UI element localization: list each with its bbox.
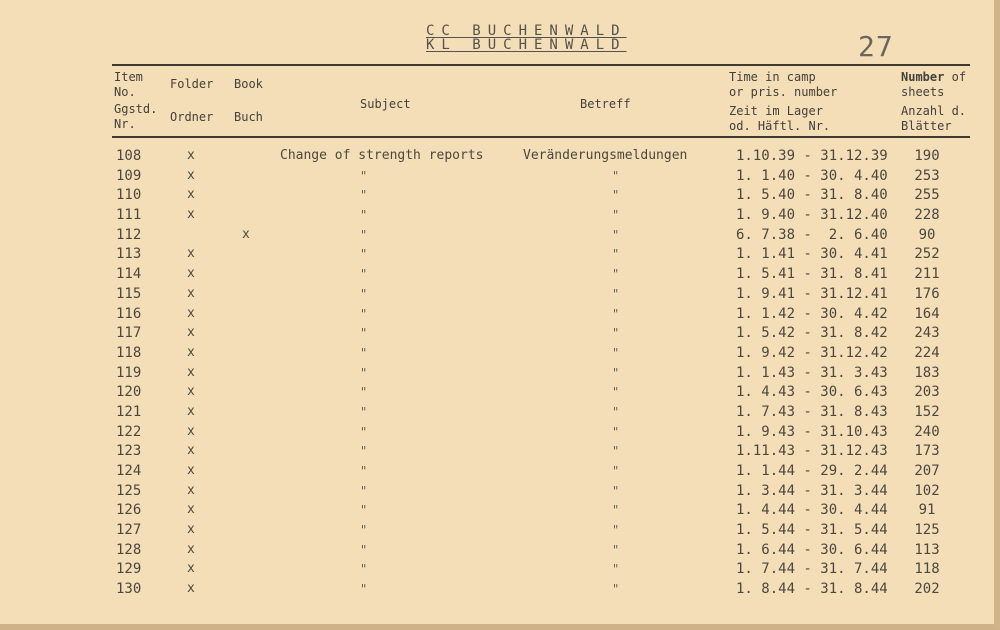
sheet-count: 113	[914, 541, 940, 558]
item-number: 124	[116, 463, 142, 479]
item-number: 126	[116, 502, 142, 519]
item-number: 114	[116, 266, 142, 283]
table-row	[0, 579, 994, 599]
subject-cell: "	[360, 424, 368, 439]
time-range: 1. 5.42 - 31. 8.42	[736, 325, 888, 342]
subject-cell: Change of strength reports	[280, 148, 484, 163]
sheet-count: 125	[914, 522, 940, 539]
folder-mark: x	[187, 443, 195, 459]
camp-title	[426, 24, 627, 52]
header-sheets-en-bold: Number	[901, 70, 945, 84]
folder-mark: x	[187, 325, 195, 341]
header-folder-en: Folder	[170, 77, 214, 91]
item-number: 117	[116, 325, 142, 342]
subject-cell: "	[360, 542, 368, 557]
sheet-count: 102	[914, 482, 940, 499]
header-sheets-en	[901, 70, 966, 85]
header-subject: Subject	[360, 97, 411, 111]
subject-cell: "	[360, 503, 368, 518]
table-row	[0, 264, 994, 284]
item-number: 128	[116, 541, 142, 558]
betreff-cell: "	[612, 503, 620, 518]
table-row	[0, 363, 994, 383]
sheet-count: 183	[914, 364, 940, 381]
betreff-cell: "	[612, 168, 620, 183]
subject-cell: "	[360, 523, 368, 538]
item-number: 127	[116, 522, 142, 539]
table-row	[0, 402, 994, 422]
folder-mark: x	[187, 581, 195, 597]
table-row	[0, 422, 994, 442]
folder-mark: x	[187, 167, 195, 183]
item-number: 121	[116, 403, 142, 420]
subject-cell: "	[360, 444, 368, 459]
time-range: 1. 9.43 - 31.10.43	[736, 423, 888, 440]
folder-mark: x	[187, 207, 195, 223]
header-folder-de: Ordner	[170, 110, 214, 124]
sheet-count: 243	[914, 325, 940, 342]
folder-mark: x	[187, 364, 195, 380]
header-item-en: Item No.	[114, 70, 143, 99]
sheet-count: 173	[914, 443, 940, 460]
sheet-count: 207	[914, 463, 940, 479]
time-range: 1.11.43 - 31.12.43	[736, 443, 888, 460]
folder-mark: x	[187, 561, 195, 577]
page-number: 27	[858, 30, 894, 63]
subject-cell: "	[360, 385, 368, 400]
subject-cell: "	[360, 562, 368, 577]
time-range: 1. 1.40 - 30. 4.40	[736, 167, 888, 184]
sheet-count: 211	[914, 266, 940, 283]
item-number: 108	[116, 148, 142, 164]
betreff-cell: "	[612, 365, 620, 380]
header-item-de: Ggstd. Nr.	[114, 102, 158, 131]
table-row	[0, 500, 994, 520]
folder-mark: x	[187, 187, 195, 203]
header-betreff: Betreff	[580, 97, 631, 111]
header-book-de: Buch	[234, 110, 263, 124]
table-row	[0, 304, 994, 324]
betreff-cell: "	[612, 542, 620, 557]
subject-cell: "	[360, 464, 368, 478]
sheet-count: 240	[914, 423, 940, 440]
time-range: 1. 9.42 - 31.12.42	[736, 344, 888, 361]
time-range: 1. 1.44 - 29. 2.44	[736, 463, 888, 479]
table-row	[0, 185, 994, 205]
item-number: 119	[116, 364, 142, 381]
item-number: 123	[116, 443, 142, 460]
header-book-en: Book	[234, 77, 263, 91]
table-row	[0, 323, 994, 343]
sheet-count: 202	[914, 581, 940, 598]
sheet-count: 253	[914, 167, 940, 184]
folder-mark: x	[187, 266, 195, 282]
betreff-cell: "	[612, 385, 620, 400]
table-row	[0, 146, 994, 166]
table-row	[0, 382, 994, 402]
time-range: 1. 8.44 - 31. 8.44	[736, 581, 888, 598]
item-number: 129	[116, 561, 142, 578]
folder-mark: x	[187, 246, 195, 262]
folder-mark: x	[187, 285, 195, 301]
betreff-cell: "	[612, 404, 620, 419]
sheet-count: 152	[914, 403, 940, 420]
time-range: 1. 9.41 - 31.12.41	[736, 285, 888, 302]
betreff-cell: "	[612, 326, 620, 341]
time-range: 6. 7.38 - 2. 6.40	[736, 226, 888, 243]
table-row	[0, 166, 994, 186]
sheet-count: 91	[918, 502, 936, 519]
header-time-en: Time in camp or pris. number	[729, 70, 838, 99]
sheet-count: 252	[914, 246, 940, 263]
time-range: 1. 5.41 - 31. 8.41	[736, 266, 888, 283]
betreff-cell: "	[612, 306, 620, 321]
folder-mark: x	[187, 344, 195, 360]
table-row	[0, 205, 994, 225]
folder-mark: x	[187, 482, 195, 498]
time-range: 1. 1.43 - 31. 3.43	[736, 364, 888, 381]
time-range: 1. 5.40 - 31. 8.40	[736, 187, 888, 204]
header-sheets-de: Anzahl d. Blätter	[901, 104, 967, 133]
time-range: 1. 1.42 - 30. 4.42	[736, 305, 888, 322]
folder-mark: x	[187, 522, 195, 538]
item-number: 130	[116, 581, 142, 598]
folder-mark: x	[187, 305, 195, 321]
header-bottom-rule	[112, 136, 970, 138]
betreff-cell: "	[612, 464, 620, 478]
time-range: 1. 4.44 - 30. 4.44	[736, 502, 888, 519]
time-range: 1. 7.43 - 31. 8.43	[736, 403, 888, 420]
subject-cell: "	[360, 247, 368, 262]
folder-mark: x	[187, 384, 195, 400]
sheet-count: 90	[918, 226, 936, 243]
subject-cell: "	[360, 404, 368, 419]
time-range: 1. 9.40 - 31.12.40	[736, 207, 888, 224]
time-range: 1.10.39 - 31.12.39	[736, 148, 888, 164]
time-range: 1. 1.41 - 30. 4.41	[736, 246, 888, 263]
subject-cell: "	[360, 582, 368, 597]
time-range: 1. 7.44 - 31. 7.44	[736, 561, 888, 578]
betreff-cell: "	[612, 523, 620, 538]
item-number: 109	[116, 167, 142, 184]
betreff-cell: "	[612, 188, 620, 203]
subject-cell: "	[360, 326, 368, 341]
betreff-cell: "	[612, 582, 620, 597]
subject-cell: "	[360, 306, 368, 321]
header-sheets-en-line2: sheets	[901, 85, 945, 99]
sheet-count: 255	[914, 187, 940, 204]
table-row	[0, 481, 994, 501]
table-row	[0, 461, 994, 481]
sheet-count: 228	[914, 207, 940, 224]
header-sheets-en-rest: of	[951, 70, 967, 84]
sheet-count: 164	[914, 305, 940, 322]
sheet-count: 190	[914, 148, 940, 164]
table-row	[0, 540, 994, 560]
records-table	[0, 146, 994, 599]
folder-mark: x	[187, 403, 195, 419]
betreff-cell: "	[612, 424, 620, 439]
betreff-cell: "	[612, 444, 620, 459]
sheet-count: 118	[914, 561, 940, 578]
item-number: 118	[116, 344, 142, 361]
betreff-cell: "	[612, 247, 620, 262]
subject-cell: "	[360, 483, 368, 498]
table-row	[0, 284, 994, 304]
item-number: 115	[116, 285, 142, 302]
betreff-cell: "	[612, 227, 620, 242]
camp-title-line-1: CC BUCHENWALD	[426, 23, 627, 39]
table-row	[0, 343, 994, 363]
item-number: 116	[116, 305, 142, 322]
folder-mark: x	[187, 541, 195, 557]
sheet-count: 224	[914, 344, 940, 361]
item-number: 113	[116, 246, 142, 263]
camp-title-line-2: KL BUCHENWALD	[426, 37, 627, 53]
item-number: 110	[116, 187, 142, 204]
sheet-count: 176	[914, 285, 940, 302]
betreff-cell: "	[612, 208, 620, 223]
header-top-rule	[112, 64, 970, 66]
betreff-cell: "	[612, 483, 620, 498]
betreff-cell: "	[612, 345, 620, 360]
folder-mark: x	[187, 423, 195, 439]
time-range: 1. 3.44 - 31. 3.44	[736, 482, 888, 499]
header-time-de: Zeit im Lager od. Häftl. Nr.	[729, 104, 831, 133]
subject-cell: "	[360, 168, 368, 183]
subject-cell: "	[360, 345, 368, 360]
betreff-cell: "	[612, 267, 620, 282]
time-range: 1. 6.44 - 30. 6.44	[736, 541, 888, 558]
table-row	[0, 225, 994, 245]
time-range: 1. 4.43 - 30. 6.43	[736, 384, 888, 401]
subject-cell: "	[360, 208, 368, 223]
folder-mark: x	[187, 463, 195, 478]
time-range: 1. 5.44 - 31. 5.44	[736, 522, 888, 539]
subject-cell: "	[360, 188, 368, 203]
subject-cell: "	[360, 227, 368, 242]
table-row	[0, 520, 994, 540]
betreff-cell: "	[612, 562, 620, 577]
betreff-cell: Veränderungsmeldungen	[523, 148, 688, 163]
item-number: 125	[116, 482, 142, 499]
item-number: 112	[116, 226, 142, 243]
item-number: 111	[116, 207, 142, 224]
table-row	[0, 441, 994, 461]
subject-cell: "	[360, 267, 368, 282]
folder-mark: x	[187, 502, 195, 518]
sheet-count: 203	[914, 384, 940, 401]
subject-cell: "	[360, 365, 368, 380]
item-number: 122	[116, 423, 142, 440]
book-mark: x	[242, 226, 250, 242]
item-number: 120	[116, 384, 142, 401]
betreff-cell: "	[612, 286, 620, 301]
subject-cell: "	[360, 286, 368, 301]
table-row	[0, 559, 994, 579]
folder-mark: x	[187, 148, 195, 163]
table-row	[0, 244, 994, 264]
